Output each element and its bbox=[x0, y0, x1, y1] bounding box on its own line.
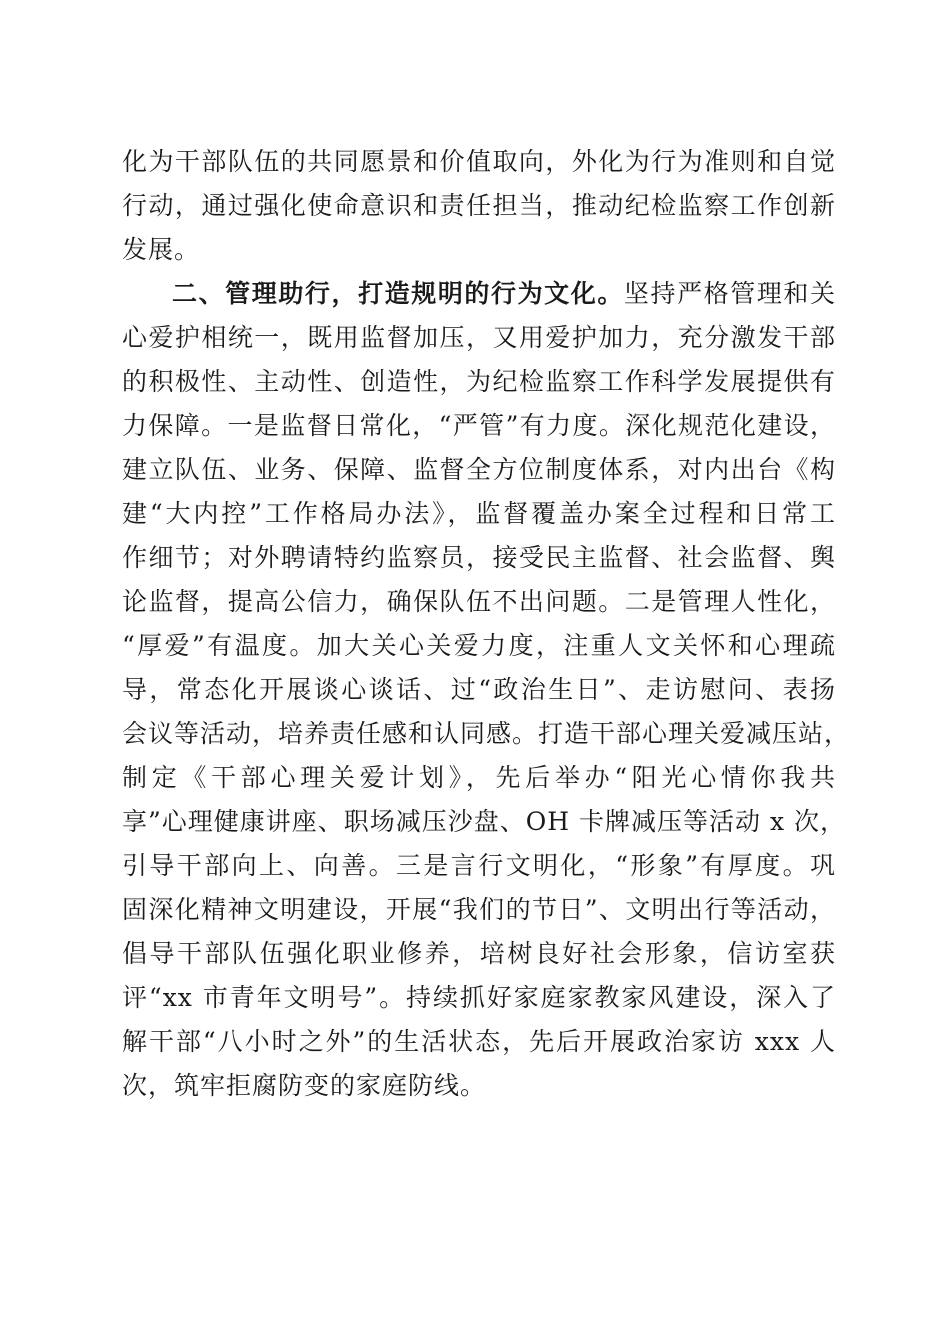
text-line: 心爱护相统一，既用监督加压，又用爱护加力，充分激发干部 bbox=[122, 323, 836, 352]
text-line: 导，常态化开展谈心谈话、过“政治生日”、走访慰问、表扬 bbox=[122, 675, 836, 704]
text-line: 会议等活动，培养责任感和认同感。打造干部心理关爱减压站， bbox=[122, 719, 851, 748]
text-line: 作细节；对外聘请特约监察员，接受民主监督、社会监督、舆 bbox=[122, 543, 836, 572]
text-line: 引导干部向上、向善。三是言行文明化，“形象”有厚度。巩 bbox=[122, 851, 836, 880]
text-line: 制定《干部心理关爱计划》，先后举办“阳光心情你我共 bbox=[122, 763, 836, 792]
text-line: 建“大内控”工作格局办法》，监督覆盖办案全过程和日常工 bbox=[122, 499, 836, 528]
text-line: 固深化精神文明建设，开展“我们的节日”、文明出行等活动， bbox=[122, 895, 836, 924]
text-line: 评“xx 市青年文明号”。持续抓好家庭家教家风建设，深入了 bbox=[122, 983, 836, 1012]
text-line: 解干部“八小时之外”的生活状态，先后开展政治家访 xxx 人 bbox=[122, 1027, 836, 1056]
text-line: “厚爱”有温度。加大关心关爱力度，注重人文关怀和心理疏 bbox=[122, 631, 836, 660]
text-line: 行动，通过强化使命意识和责任担当，推动纪检监察工作创新 bbox=[122, 191, 836, 220]
text-line: 享”心理健康讲座、职场减压沙盘、OH 卡牌减压等活动 x 次， bbox=[122, 807, 847, 836]
text-line: 力保障。一是监督日常化，“严管”有力度。深化规范化建设， bbox=[122, 411, 836, 440]
text-line: 发展。 bbox=[122, 235, 201, 264]
section-heading: 二、管理助行，打造规明的行为文化。 bbox=[172, 279, 624, 308]
text-run: 坚持严格管理和关 bbox=[623, 279, 836, 308]
text-line: 倡导干部队伍强化职业修养，培树良好社会形象，信访室获 bbox=[122, 939, 836, 968]
text-line: 论监督，提高公信力，确保队伍不出问题。二是管理人性化， bbox=[122, 587, 836, 616]
text-line: 的积极性、主动性、创造性，为纪检监察工作科学发展提供有 bbox=[122, 367, 836, 396]
text-line: 建立队伍、业务、保障、监督全方位制度体系，对内出台《构 bbox=[122, 455, 836, 484]
text-line: 次，筑牢拒腐防变的家庭防线。 bbox=[122, 1071, 487, 1100]
text-line: 化为干部队伍的共同愿景和价值取向，外化为行为准则和自觉 bbox=[122, 147, 836, 176]
paragraph-heading-line bbox=[122, 272, 836, 316]
document-body bbox=[122, 140, 851, 1108]
